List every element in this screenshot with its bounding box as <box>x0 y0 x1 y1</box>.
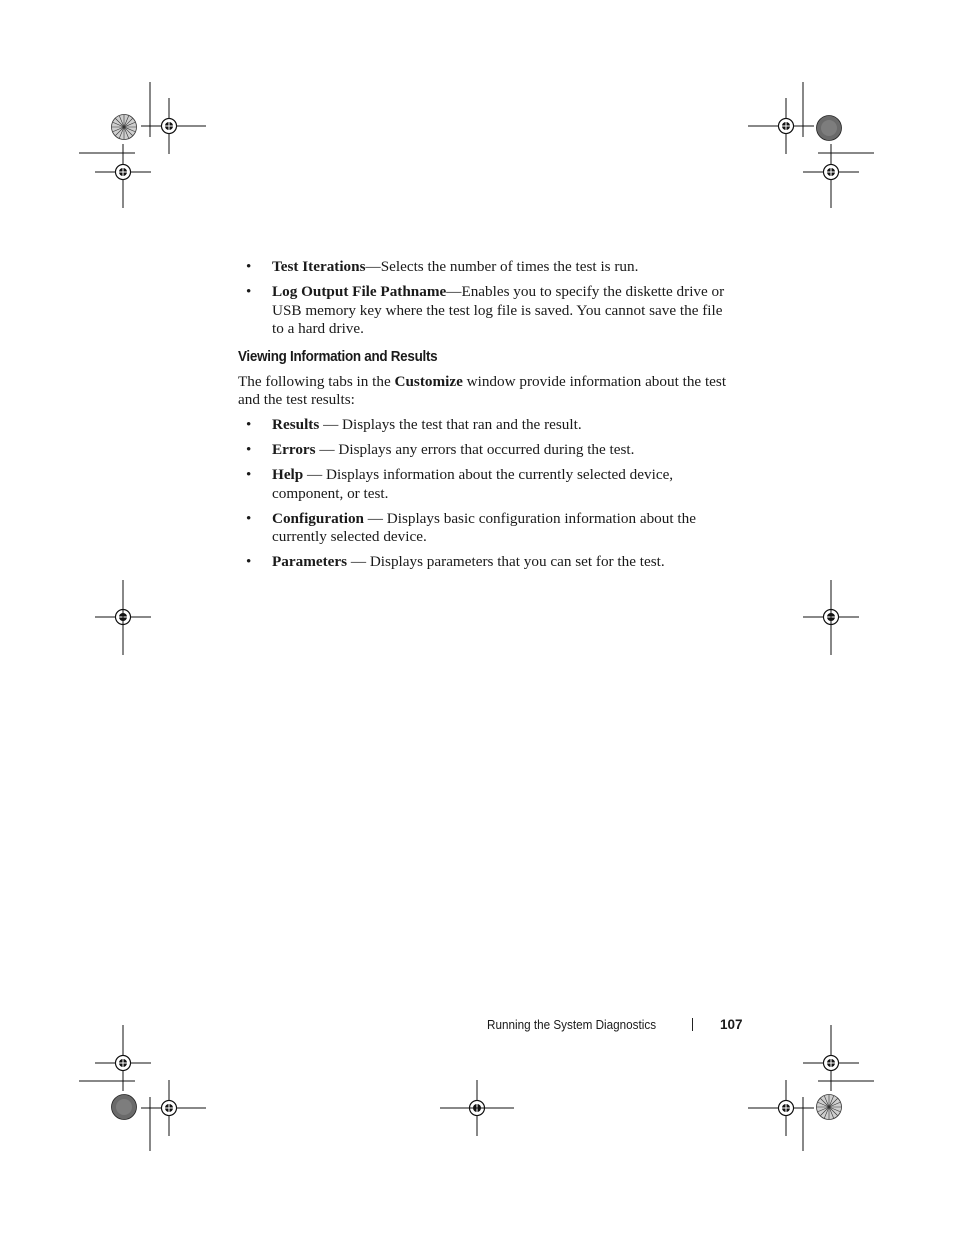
list-item <box>238 283 738 339</box>
intro-text-end: window provide information about the test and the test results: <box>238 372 727 409</box>
tab-term: Errors <box>272 440 316 458</box>
option-term: Log Output File Pathname <box>272 282 447 300</box>
tabs-list <box>238 416 738 572</box>
bullet-glyph: • <box>246 465 252 483</box>
option-description: Selects the number of times the test is run. <box>380 258 639 275</box>
list-item <box>238 510 738 547</box>
tab-description: — Displays any errors that occurred during the test. <box>315 440 635 458</box>
tab-description: — Displays the test that ran and the result. <box>319 415 582 433</box>
list-item <box>238 553 738 572</box>
bullet-glyph: • <box>246 282 252 300</box>
tab-term: Configuration <box>272 509 364 527</box>
chapter-title: Running the System Diagnostics <box>487 1016 657 1032</box>
bullet-glyph: • <box>246 415 252 433</box>
options-list <box>238 258 738 339</box>
tab-description: — Displays basic configuration information about the currently selected device. <box>272 509 696 546</box>
bullet-glyph: • <box>246 553 252 571</box>
bullet-glyph: • <box>246 440 252 458</box>
footer-divider <box>692 1018 693 1031</box>
option-separator: — <box>446 282 462 300</box>
option-description: Enables you to specify the diskette drive or USB memory key where the test log file is saved. You cannot save the file to a hard drive. <box>272 282 725 338</box>
section-intro <box>238 373 738 410</box>
page-content <box>238 258 738 578</box>
tab-term: Results <box>272 415 320 433</box>
option-separator: — <box>365 258 381 275</box>
list-item <box>238 416 738 435</box>
list-item <box>238 258 738 277</box>
tab-description: — Displays information about the currently selected device, component, or test. <box>272 465 674 502</box>
tab-term: Parameters <box>272 553 348 571</box>
list-item <box>238 441 738 460</box>
intro-term: Customize <box>394 372 463 390</box>
tab-term: Help <box>272 465 304 483</box>
bullet-glyph: • <box>246 509 252 527</box>
intro-text-start: The following tabs in the <box>238 372 395 390</box>
bullet-glyph: • <box>246 258 252 275</box>
page-footer <box>487 1015 743 1033</box>
list-item <box>238 466 738 503</box>
tab-description: — Displays parameters that you can set for the test. <box>347 553 665 571</box>
option-term: Test Iterations <box>272 258 366 275</box>
section-heading: Viewing Information and Results <box>238 348 438 365</box>
page-number: 107 <box>720 1016 743 1032</box>
